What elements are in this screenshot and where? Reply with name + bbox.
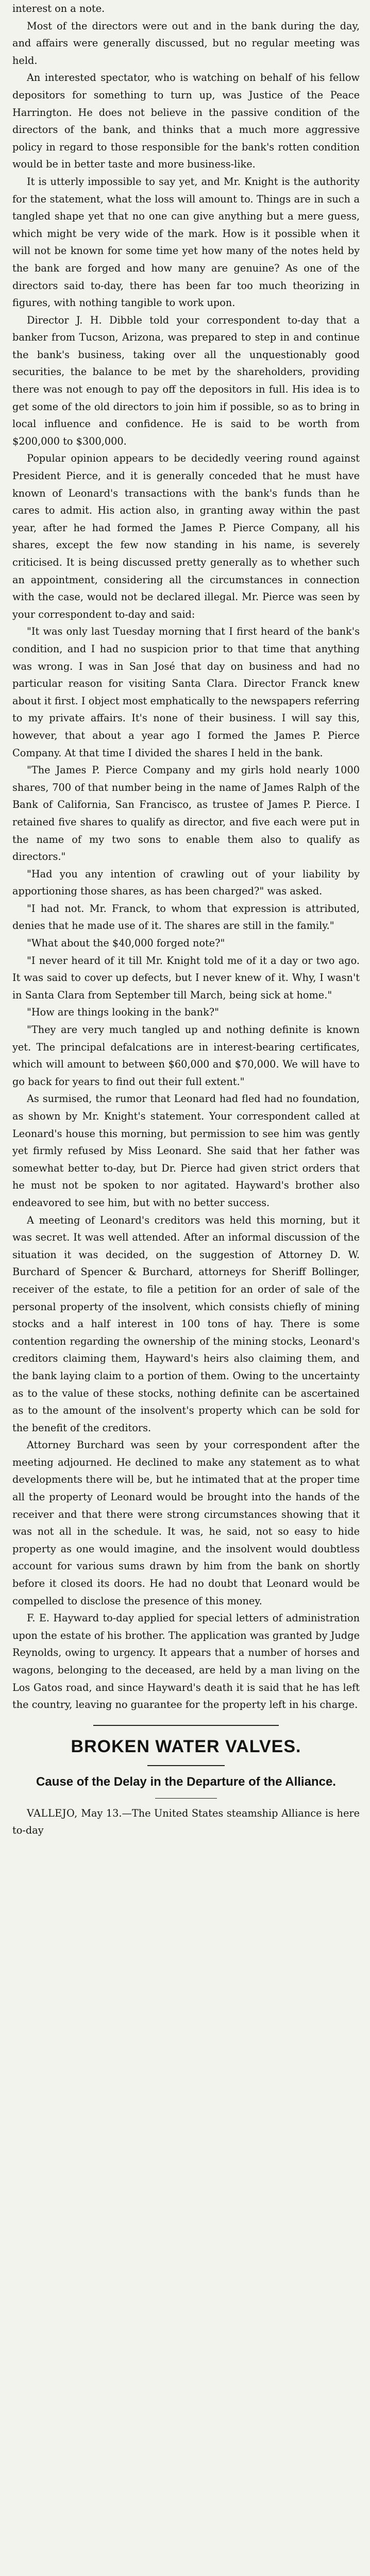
- text-column: [12, 0, 360, 1839]
- article-paragraph: Director J. H. Dibble told your correspondent to-day that a banker from Tucson, Arizona, was prepared to step in and continue the bank's business, taking over all the unquestionably good securities, the balance to be met by the shareholders, providing there was not enough to pay off the depositors in full. His idea is to get some of the old directors to join him if possible, so as to bring in local influence and confidence. He is said to be worth from $200,000 to $300,000.: [12, 314, 360, 447]
- subhead-rule: [155, 1798, 217, 1799]
- lead-text: May 13.—The United States steamship Alliance is here to-day: [12, 1807, 360, 1837]
- article-paragraph: "Had you any intention of crawling out of your liability by apportioning those shares, as has been charged?" was asked.: [12, 868, 360, 897]
- article-paragraph: interest on a note.: [12, 3, 105, 14]
- article-paragraph: "I never heard of it till Mr. Knight told me of it a day or two ago. It was said to cover up defects, but I never knew of it. Why, I wasn't in Santa Clara from September till March, being sick at home.": [12, 954, 360, 1001]
- article-paragraph: "They are very much tangled up and nothing definite is known yet. The principal defalcations are in interest-bearing certificates, which will amount to between $60,000 and $70,000. We will have to go back for years to find out their full extent.": [12, 1024, 360, 1088]
- article-paragraph: Popular opinion appears to be decidedly veering round against President Pierce, and it is generally conceded that he must have known of Leonard's transactions with the bank's funds than he cares to admit. His action also, in granting away within the past year, after he had formed the James P. Pierce Company, all his shares, except the few now standing in his name, is severely criticised. It is being discussed pretty generally as to whether such an appointment, considering all the circumstances in connection with the case, would not be declared illegal. Mr. Pierce was seen by your correspondent to-day and said:: [12, 452, 360, 620]
- article-paragraph: "I had not. Mr. Franck, to whom that expression is attributed, denies that he made use of it. The shares are still in the family.": [12, 902, 360, 932]
- article-paragraph: It is utterly impossible to say yet, and Mr. Knight is the authority for the statement, what the loss will amount to. Things are in such a tangled shape yet that no one can give anything but a mere guess, which might be very wide of the mark. How is it possible when it will not be known for some time yet how many of the notes held by the bank are forged and how many are genuine? As one of the directors said to-day, there has been far too much theorizing in figures, with nothing tangible to work upon.: [12, 175, 360, 309]
- next-article-lead: [12, 1805, 360, 1839]
- article-separator: [93, 1725, 279, 1726]
- next-article-subhead: Cause of the Delay in the Departure of the Alliance.: [36, 1774, 336, 1789]
- dateline: VALLEJO,: [27, 1807, 78, 1819]
- article-paragraph: An interested spectator, who is watching on behalf of his fellow depositors for something to turn up, was Justice of the Peace Harrington. He does not believe in the passive condition of the directors of the bank, and thinks that a much more aggressive policy in regard to those responsible for the bank's rotten condition would be in better taste and more business-like.: [12, 72, 360, 171]
- article-paragraph: Most of the directors were out and in the bank during the day, and affairs were generally discussed, but no regular meeting was held.: [12, 20, 360, 66]
- article-paragraph: "How are things looking in the bank?": [27, 1006, 219, 1019]
- article-paragraph: A meeting of Leonard's creditors was held this morning, but it was secret. It was well attended. After an informal discussion of the situation it was decided, on the suggestion of Attorney D. W. Burchard of Spencer & Burchard, attorneys for Sheriff Bollinger, receiver of the estate, to file a petition for an order of sale of the personal property of the insolvent, which consists chiefly of mining stocks and a half interest in 100 tons of hay. There is some contention regarding the ownership of the mining stocks, Leonard's creditors claiming them, Hayward's heirs also claiming them, and the bank laying claim to a portion of them. Owing to the uncertainty as to the value of these stocks, nothing definite can be ascertained as to the amount of the insolvent's property which can be sold for the benefit of the creditors.: [12, 1214, 360, 1434]
- article-paragraph: "What about the $40,000 forged note?": [27, 937, 225, 950]
- article-body: [12, 0, 360, 1714]
- article-paragraph: F. E. Hayward to-day applied for special letters of administration upon the estate of his brother. The application was granted by Judge Reynolds, owing to urgency. It appears that a number of horses and wagons, belonging to the deceased, are held by a man living on the Los Gatos road, and since Hayward's death it is said that he has left the country, leaving no guarantee for the property left in his charge.: [12, 1612, 360, 1711]
- article-paragraph: Attorney Burchard was seen by your correspondent after the meeting adjourned. He declined to make any statement as to what developments there will be, but he intimated that at the proper time all the property of Leonard would be brought into the hands of the receiver and that there were strong circumstances showing that it was not all in the schedule. It was, he said, not so easy to hide property as one would imagine, and the insolvent would doubtless account for various sums drawn by him from the bank on shortly before it closed its doors. He had no doubt that Leonard would be compelled to disclose the presence of this money.: [12, 1439, 360, 1607]
- article-paragraph: As surmised, the rumor that Leonard had fled had no foundation, as shown by Mr. Knight's statement. Your correspondent called at Leonard's house this morning, but permission to see him was gently yet firmly refused by Miss Leonard. She said that her father was somewhat better to-day, but Dr. Pierce had given strict orders that he must not be spoken to nor agitated. Hayward's brother also endeavored to see him, but with no better success.: [12, 1093, 360, 1209]
- next-article-headline: BROKEN WATER VALVES.: [71, 1736, 301, 1756]
- article-paragraph: "It was only last Tuesday morning that I first heard of the bank's condition, and I had no suspicion prior to that time that anything was wrong. I was in San José that day on business and had no particular reason for visiting Santa Clara. Director Franck knew about it first. I object most emphatically to the newspapers referring to my private affairs. It's none of their business. I will say this, however, that about a year ago I formed the James P. Pierce Company. At that time I divided the shares I held in the bank.: [12, 625, 360, 759]
- separator-rule: [93, 1725, 279, 1726]
- article-paragraph: "The James P. Pierce Company and my girls hold nearly 1000 shares, 700 of that number being in the name of James Ralph of the Bank of California, San Francisco, as trustee of James P. Pierce. I retained five shares to qualify as director, and five each were put in the name of my two sons to enable them also to qualify as directors.": [12, 764, 360, 863]
- headline-rule: [147, 1765, 225, 1766]
